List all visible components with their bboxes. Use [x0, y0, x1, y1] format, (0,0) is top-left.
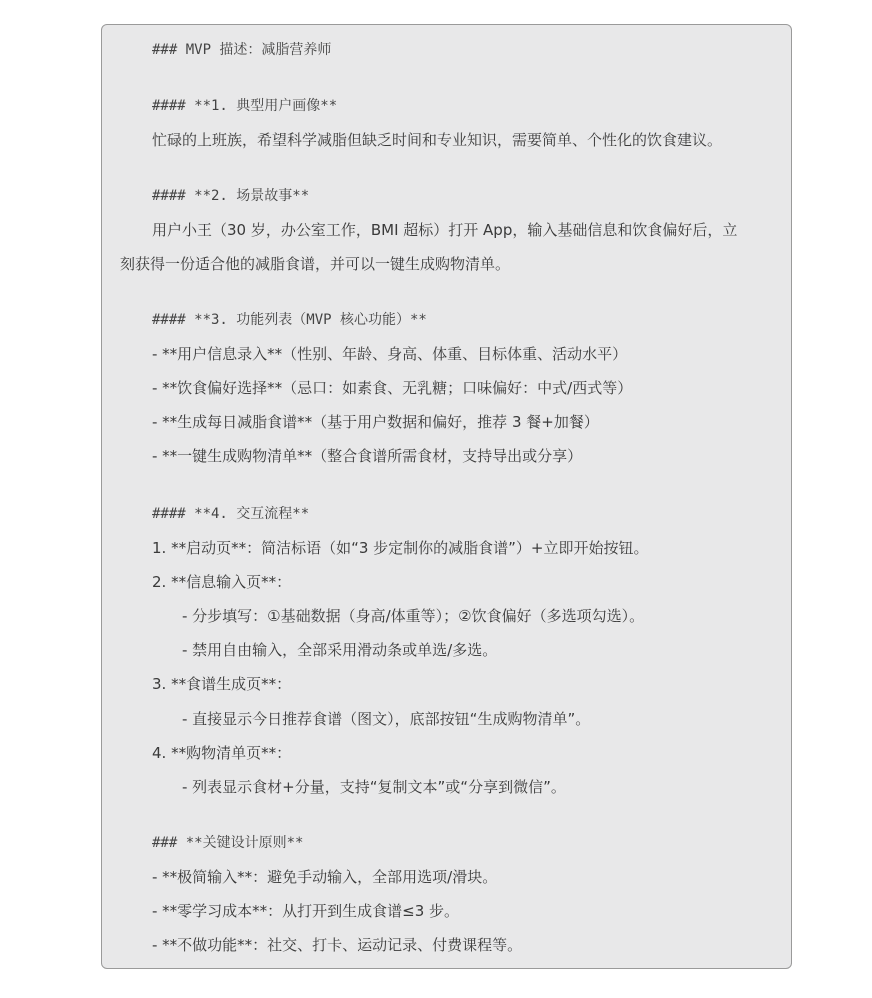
- list-item: - 列表显示食材+分量，支持“复制文本”或“分享到微信”。: [182, 778, 566, 796]
- doc-title: ### MVP 描述：减脂营养师: [152, 42, 332, 58]
- list-item: - **极简输入**：避免手动输入，全部用选项/滑块。: [152, 868, 498, 886]
- paragraph: 刻获得一份适合他的减脂食谱，并可以一键生成购物清单。: [120, 255, 511, 273]
- section-heading-features: #### **3. 功能列表（MVP 核心功能）**: [152, 312, 427, 328]
- list-item: - **饮食偏好选择**（忌口：如素食、无乳糖；口味偏好：中式/西式等）: [152, 379, 633, 397]
- paragraph: 用户小王（30 岁，办公室工作，BMI 超标）打开 App，输入基础信息和饮食偏好后，立: [152, 221, 738, 239]
- markdown-card: [101, 24, 792, 969]
- section-heading-principles: ### **关键设计原则**: [152, 835, 304, 851]
- list-item: 2. **信息输入页**：: [152, 573, 292, 591]
- list-item: - **用户信息录入**（性别、年龄、身高、体重、目标体重、活动水平）: [152, 345, 628, 363]
- section-heading-flow: #### **4. 交互流程**: [152, 506, 310, 522]
- list-item: - **一键生成购物清单**（整合食谱所需食材，支持导出或分享）: [152, 447, 583, 465]
- list-item: - **零学习成本**：从打开到生成食谱≤3 步。: [152, 902, 460, 920]
- list-item: - 禁用自由输入，全部采用滑动条或单选/多选。: [182, 641, 498, 659]
- section-heading-story: #### **2. 场景故事**: [152, 188, 310, 204]
- list-item: - 分步填写：①基础数据（身高/体重等）；②饮食偏好（多选项勾选）。: [182, 607, 645, 625]
- section-heading-persona: #### **1. 典型用户画像**: [152, 98, 338, 114]
- list-item: - 直接显示今日推荐食谱（图文），底部按钮“生成购物清单”。: [182, 710, 591, 728]
- list-item: - **不做功能**：社交、打卡、运动记录、付费课程等。: [152, 936, 523, 954]
- list-item: 4. **购物清单页**：: [152, 744, 292, 762]
- paragraph: 忙碌的上班族，希望科学减脂但缺乏时间和专业知识，需要简单、个性化的饮食建议。: [152, 131, 723, 149]
- list-item: 3. **食谱生成页**：: [152, 675, 292, 693]
- list-item: 1. **启动页**：简洁标语（如“3 步定制你的减脂食谱”）+立即开始按钮。: [152, 539, 649, 557]
- list-item: - **生成每日减脂食谱**（基于用户数据和偏好，推荐 3 餐+加餐）: [152, 413, 599, 431]
